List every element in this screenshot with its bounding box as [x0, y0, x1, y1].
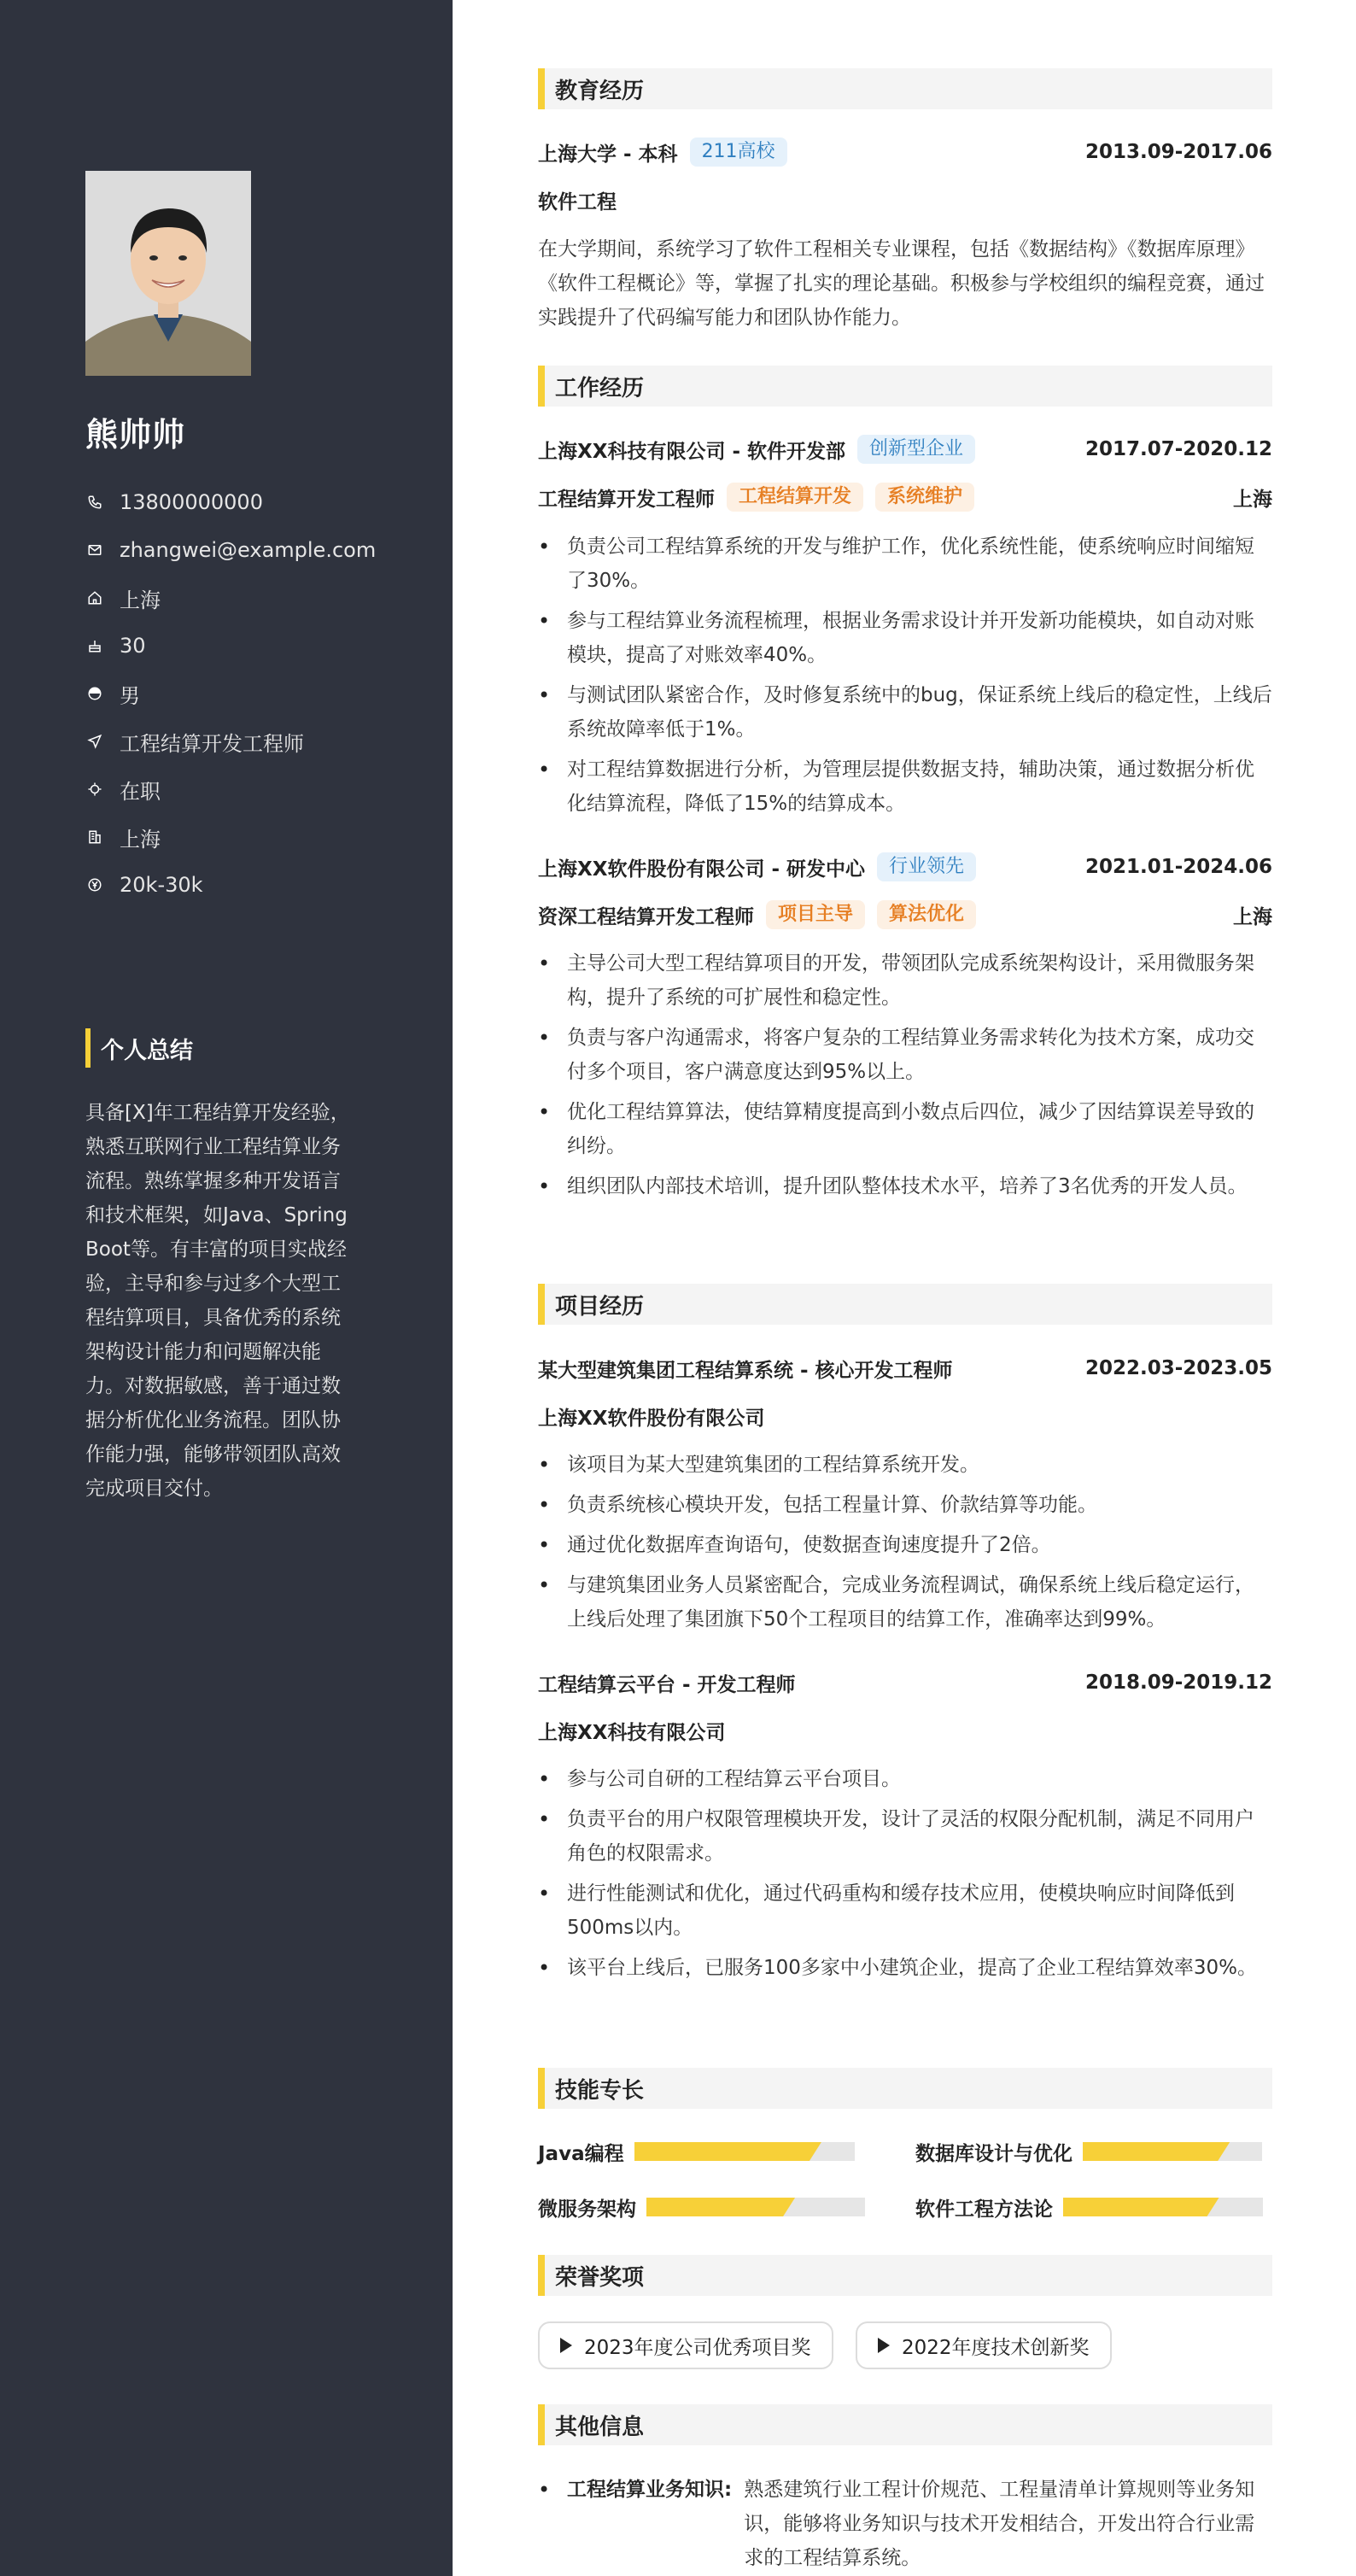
- job-role-row: [538, 899, 1272, 930]
- job-company: 上海XX软件股份有限公司 - 研发中心: [538, 858, 866, 881]
- info-text: 在职: [120, 779, 161, 804]
- mail-icon: [85, 541, 104, 559]
- skill-bar: [1063, 2198, 1263, 2216]
- building-icon: [85, 828, 104, 846]
- info-text: 上海: [120, 588, 161, 612]
- skill-name: 数据库设计与优化: [915, 2142, 1073, 2165]
- skill-item: [538, 2139, 855, 2164]
- age-icon: [85, 636, 104, 655]
- project-company-row: [538, 1401, 1272, 1431]
- job-city: 上海: [1233, 905, 1272, 928]
- skill-bar: [634, 2142, 855, 2161]
- salary-icon: [85, 875, 104, 894]
- list-item: • 负责系统核心模块开发，包括工程量计算、价款结算等功能。: [538, 1488, 1272, 1522]
- project-date: 2022.03-2023.05: [1084, 1357, 1272, 1379]
- awards-section-title: 荣誉奖项: [538, 2255, 1272, 2296]
- job-bullets: [538, 946, 1272, 1209]
- education-description: 在大学期间，系统学习了软件工程相关专业课程，包括《数据结构》《数据库原理》《软件工程概论》等，掌握了扎实的理论基础。积极参与学校组织的编程竞赛，通过实践提升了代码编写能力和团队协作能力。: [538, 238, 1265, 329]
- info-text: 30: [120, 634, 146, 658]
- company-tag: 行业领先: [877, 852, 976, 881]
- bullet-dot: •: [538, 2478, 551, 2502]
- company-tag: 创新型企业: [857, 435, 975, 464]
- job-date: 2017.07-2020.12: [1084, 438, 1272, 460]
- skill-bar-fill: [634, 2142, 821, 2161]
- info-phone: [85, 478, 427, 526]
- other-section-title: 其他信息: [538, 2404, 1272, 2445]
- role-tag: 工程结算开发: [727, 483, 863, 512]
- skill-bar-fill: [1063, 2198, 1219, 2216]
- skill-bar: [1083, 2142, 1262, 2161]
- phone-icon: [85, 493, 104, 512]
- other-info-item: [538, 2473, 1272, 2575]
- major-name: 软件工程: [538, 190, 617, 214]
- contact-info-list: [85, 478, 427, 909]
- job-header: [538, 434, 1272, 465]
- list-item: • 优化工程结算算法，使结算精度提高到小数点后四位，减少了因结算误差导致的纠纷。: [538, 1095, 1272, 1163]
- info-salary: [85, 861, 427, 909]
- school-name: 上海大学 - 本科: [538, 143, 678, 166]
- info-position: [85, 717, 427, 765]
- projects-section-title: 项目经历: [538, 1284, 1272, 1325]
- job-city: 上海: [1233, 488, 1272, 511]
- skill-name: 微服务架构: [538, 2198, 636, 2221]
- play-icon: [560, 2338, 572, 2353]
- info-age: [85, 622, 427, 670]
- project-name: 某大型建筑集团工程结算系统 - 核心开发工程师: [538, 1359, 953, 1382]
- award-badge[interactable]: [538, 2321, 833, 2369]
- skill-item: [538, 2194, 865, 2220]
- project-date: 2018.09-2019.12: [1084, 1671, 1272, 1694]
- skill-bar-fill: [646, 2198, 795, 2216]
- info-email: [85, 526, 427, 574]
- award-label: 2023年度公司优秀项目奖: [584, 2336, 811, 2359]
- job-role-row: [538, 482, 1272, 512]
- project-company-row: [538, 1715, 1272, 1746]
- skill-bar-fill: [1083, 2142, 1230, 2161]
- job-date: 2021.01-2024.06: [1084, 856, 1272, 878]
- info-text: 男: [120, 683, 140, 708]
- info-location: [85, 574, 427, 622]
- skill-name: 软件工程方法论: [915, 2198, 1053, 2221]
- gender-icon: [85, 684, 104, 703]
- education-header: [538, 137, 1272, 167]
- job-bullets: [538, 530, 1272, 827]
- info-text: 上海: [120, 827, 161, 852]
- skill-name: Java编程: [538, 2142, 624, 2165]
- play-icon: [878, 2338, 890, 2353]
- project-name: 工程结算云平台 - 开发工程师: [538, 1673, 796, 1696]
- job-header: [538, 852, 1272, 882]
- list-item: • 该项目为某大型建筑集团的工程结算系统开发。: [538, 1448, 1272, 1482]
- education-major: [538, 184, 1272, 215]
- list-item: • 负责与客户沟通需求，将客户复杂的工程结算业务需求转化为技术方案，成功交付多个项目，客户满意度达到95%以上。: [538, 1021, 1272, 1089]
- list-item: • 负责平台的用户权限管理模块开发，设计了灵活的权限分配机制，满足不同用户角色的权限需求。: [538, 1802, 1272, 1871]
- info-text: zhangwei@example.com: [120, 538, 377, 562]
- work-section-title: 工作经历: [538, 366, 1272, 407]
- skill-item: [915, 2139, 1262, 2164]
- project-header: [538, 1667, 1272, 1698]
- project-header: [538, 1353, 1272, 1384]
- role-tag: 项目主导: [766, 900, 865, 929]
- info-city: [85, 813, 427, 861]
- project-company: 上海XX科技有限公司: [538, 1721, 726, 1744]
- list-item: • 该平台上线后，已服务100多家中小建筑企业，提高了企业工程结算效率30%。: [538, 1951, 1272, 1985]
- avatar-photo: [85, 171, 251, 376]
- education-date: 2013.09-2017.06: [1084, 141, 1272, 163]
- other-text: 熟悉建筑行业工程计价规范、工程量清单计算规则等业务知识，能够将业务知识与技术开发相结合，开发出符合行业需求的工程结算系统。: [744, 2479, 1255, 2569]
- info-text: 工程结算开发工程师: [120, 731, 304, 756]
- project-bullets: [538, 1762, 1272, 1991]
- skill-item: [915, 2194, 1263, 2220]
- summary-text: 具备[X]年工程结算开发经验，熟悉互联网行业工程结算业务流程。熟练掌握多种开发语言和技术框架，如Java、Spring Boot等。有丰富的项目实战经验，主导和参与过多个大型工程结算项目，具备优秀的系统架构设计能力和问题解决能力。对数据敏感，善于通过数据分析优化业务流程。团队协作能力强，能够带领团队高效完成项目交付。: [85, 1102, 350, 1500]
- project-company: 上海XX软件股份有限公司: [538, 1407, 765, 1430]
- project-bullets: [538, 1448, 1272, 1642]
- info-text: 20k-30k: [120, 873, 203, 897]
- list-item: • 通过优化数据库查询语句，使数据查询速度提升了2倍。: [538, 1528, 1272, 1562]
- role-tag: 算法优化: [877, 900, 976, 929]
- candidate-name: 熊帅帅: [85, 416, 186, 454]
- list-item: • 主导公司大型工程结算项目的开发，带领团队完成系统架构设计，采用微服务架构，提升了系统的可扩展性和稳定性。: [538, 946, 1272, 1015]
- list-item: • 对工程结算数据进行分析，为管理层提供数据支持，辅助决策，通过数据分析优化结算流程，降低了15%的结算成本。: [538, 752, 1272, 821]
- avatar: [85, 171, 251, 376]
- skill-bar: [646, 2198, 865, 2216]
- award-badge[interactable]: [856, 2321, 1112, 2369]
- list-item: • 参与工程结算业务流程梳理，根据业务需求设计并开发新功能模块，如自动对账模块，提高了对账效率40%。: [538, 604, 1272, 672]
- list-item: • 进行性能测试和优化，通过代码重构和缓存技术应用，使模块响应时间降低到500ms以内。: [538, 1876, 1272, 1945]
- list-item: • 负责公司工程结算系统的开发与维护工作，优化系统性能，使系统响应时间缩短了30%。: [538, 530, 1272, 598]
- school-tag: 211高校: [690, 138, 787, 167]
- info-gender: [85, 670, 427, 717]
- list-item: • 与建筑集团业务人员紧密配合，完成业务流程调试，确保系统上线后稳定运行，上线后处理了集团旗下50个工程项目的结算工作，准确率达到99%。: [538, 1568, 1272, 1636]
- role-tag: 系统维护: [875, 483, 974, 512]
- job-role: 工程结算开发工程师: [538, 488, 715, 511]
- home-icon: [85, 588, 104, 607]
- summary-title: 个人总结: [85, 1028, 193, 1068]
- sidebar: [0, 0, 453, 2576]
- list-item: • 与测试团队紧密合作，及时修复系统中的bug，保证系统上线后的稳定性，上线后系统故障率低于1%。: [538, 678, 1272, 746]
- award-label: 2022年度技术创新奖: [902, 2336, 1090, 2359]
- status-icon: [85, 780, 104, 799]
- info-status: [85, 765, 427, 813]
- other-label: 工程结算业务知识:: [567, 2479, 733, 2501]
- list-item: • 参与公司自研的工程结算云平台项目。: [538, 1762, 1272, 1796]
- job-role: 资深工程结算开发工程师: [538, 905, 754, 928]
- education-section-title: 教育经历: [538, 68, 1272, 109]
- list-item: • 组织团队内部技术培训，提升团队整体技术水平，培养了3名优秀的开发人员。: [538, 1169, 1272, 1203]
- info-text: 13800000000: [120, 490, 263, 514]
- job-company: 上海XX科技有限公司 - 软件开发部: [538, 440, 846, 463]
- send-icon: [85, 732, 104, 751]
- skills-section-title: 技能专长: [538, 2068, 1272, 2109]
